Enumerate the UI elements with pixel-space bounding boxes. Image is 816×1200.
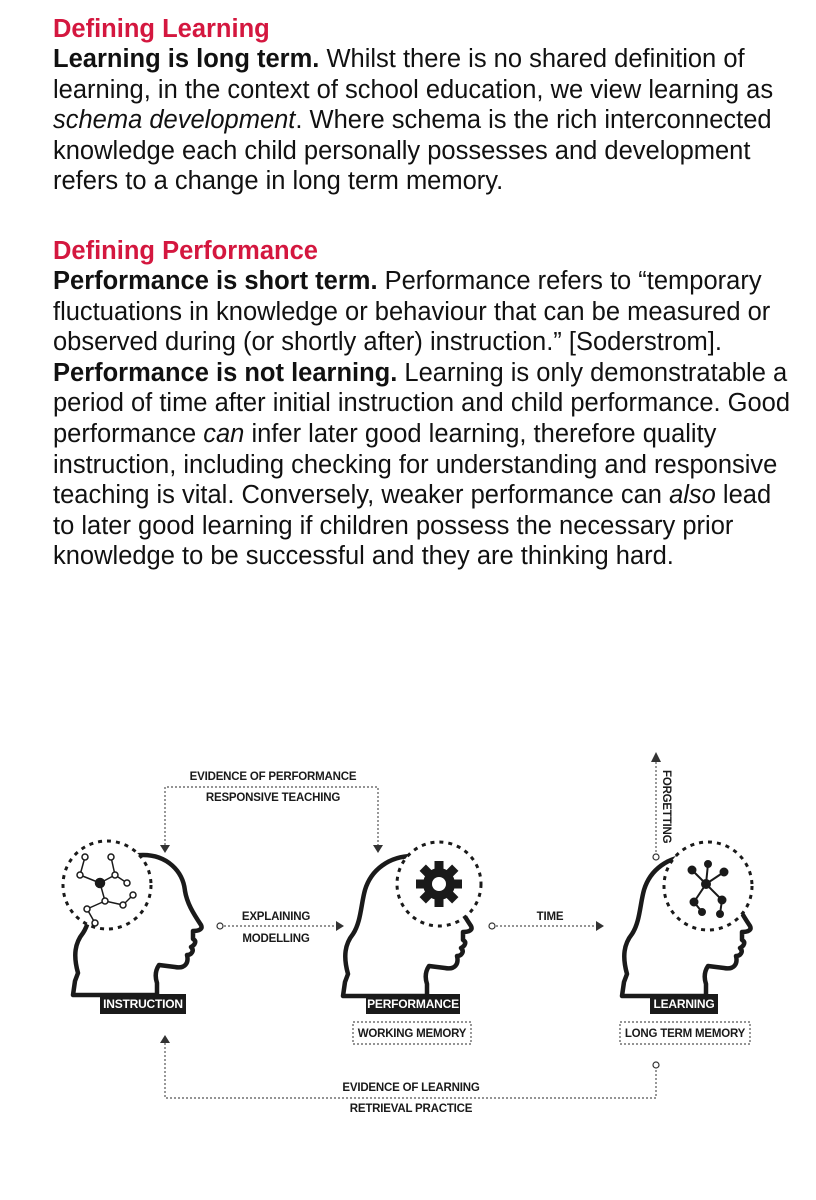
top-arrow-line1: EVIDENCE OF PERFORMANCE bbox=[189, 771, 357, 783]
bottom-feedback-arrow bbox=[160, 1035, 659, 1115]
modelling-label: MODELLING bbox=[242, 933, 310, 945]
performance-text-4: lead to later good learning if children possess the necessary prior knowledge to be successful and they are thinking hard. bbox=[53, 481, 772, 571]
working-memory-label: WORKING MEMORY bbox=[357, 1028, 467, 1040]
learning-paragraph bbox=[53, 44, 793, 197]
performance-text-3: infer later good learning, therefore quality instruction, including checking for understanding and responsive teaching is vital. Conversely, weaker performance can bbox=[53, 419, 778, 510]
performance-italic-2: also bbox=[669, 481, 716, 510]
learning-label: LEARNING bbox=[653, 997, 715, 1011]
performance-italic-1: can bbox=[203, 419, 245, 448]
performance-head bbox=[343, 842, 481, 996]
learning-label-box bbox=[650, 994, 718, 1014]
performance-text-1: Performance refers to “temporary fluctuations in knowledge or behaviour that can be measured or observed during (or shortly after) instruction.” [Soderstrom]. bbox=[53, 266, 771, 357]
document-page bbox=[53, 14, 793, 572]
gear-icon bbox=[416, 861, 462, 907]
bottom-arrow-line2: RETRIEVAL PRACTICE bbox=[349, 1103, 473, 1115]
learning-head bbox=[622, 842, 752, 996]
instruction-label: INSTRUCTION bbox=[103, 997, 183, 1011]
instruction-head bbox=[63, 841, 202, 995]
performance-heading: Defining Performance bbox=[53, 236, 318, 265]
instruction-label-box bbox=[100, 994, 186, 1014]
explaining-label: EXPLAINING bbox=[241, 911, 311, 923]
performance-paragraph bbox=[53, 266, 793, 572]
learning-heading: Defining Learning bbox=[53, 15, 270, 43]
performance-label: PERFORMANCE bbox=[367, 997, 459, 1011]
forgetting-label: FORGETTING bbox=[660, 770, 672, 844]
forgetting-arrow bbox=[651, 752, 672, 860]
long-term-memory-box bbox=[620, 1022, 750, 1044]
learning-performance-diagram bbox=[0, 700, 816, 1200]
time-label: TIME bbox=[536, 911, 564, 923]
performance-lead: Performance is short term. bbox=[53, 266, 378, 295]
learning-text-2: . Where schema is the rich interconnected knowledge each child personally possesses and development refers to a change in long term memory. bbox=[53, 106, 772, 196]
performance-bold-2: Performance is not learning. bbox=[53, 358, 398, 387]
learning-text-1: Whilst there is no shared definition of learning, in the context of school education, we view learning as bbox=[53, 45, 774, 104]
top-feedback-arrow bbox=[160, 771, 383, 853]
learning-lead: Learning is long term. bbox=[53, 45, 320, 73]
top-arrow-line2: RESPONSIVE TEACHING bbox=[205, 792, 341, 804]
working-memory-box bbox=[353, 1022, 471, 1044]
bottom-arrow-line1: EVIDENCE OF LEARNING bbox=[342, 1082, 480, 1094]
time-arrow bbox=[489, 911, 604, 931]
learning-italic-1: schema development bbox=[53, 106, 296, 135]
long-term-memory-label: LONG TERM MEMORY bbox=[624, 1028, 746, 1040]
explaining-arrow bbox=[217, 911, 344, 945]
performance-label-box bbox=[366, 994, 460, 1014]
performance-text-2: Learning is only demonstratable a period of time after initial instruction and child performance. Good performance bbox=[53, 358, 791, 448]
